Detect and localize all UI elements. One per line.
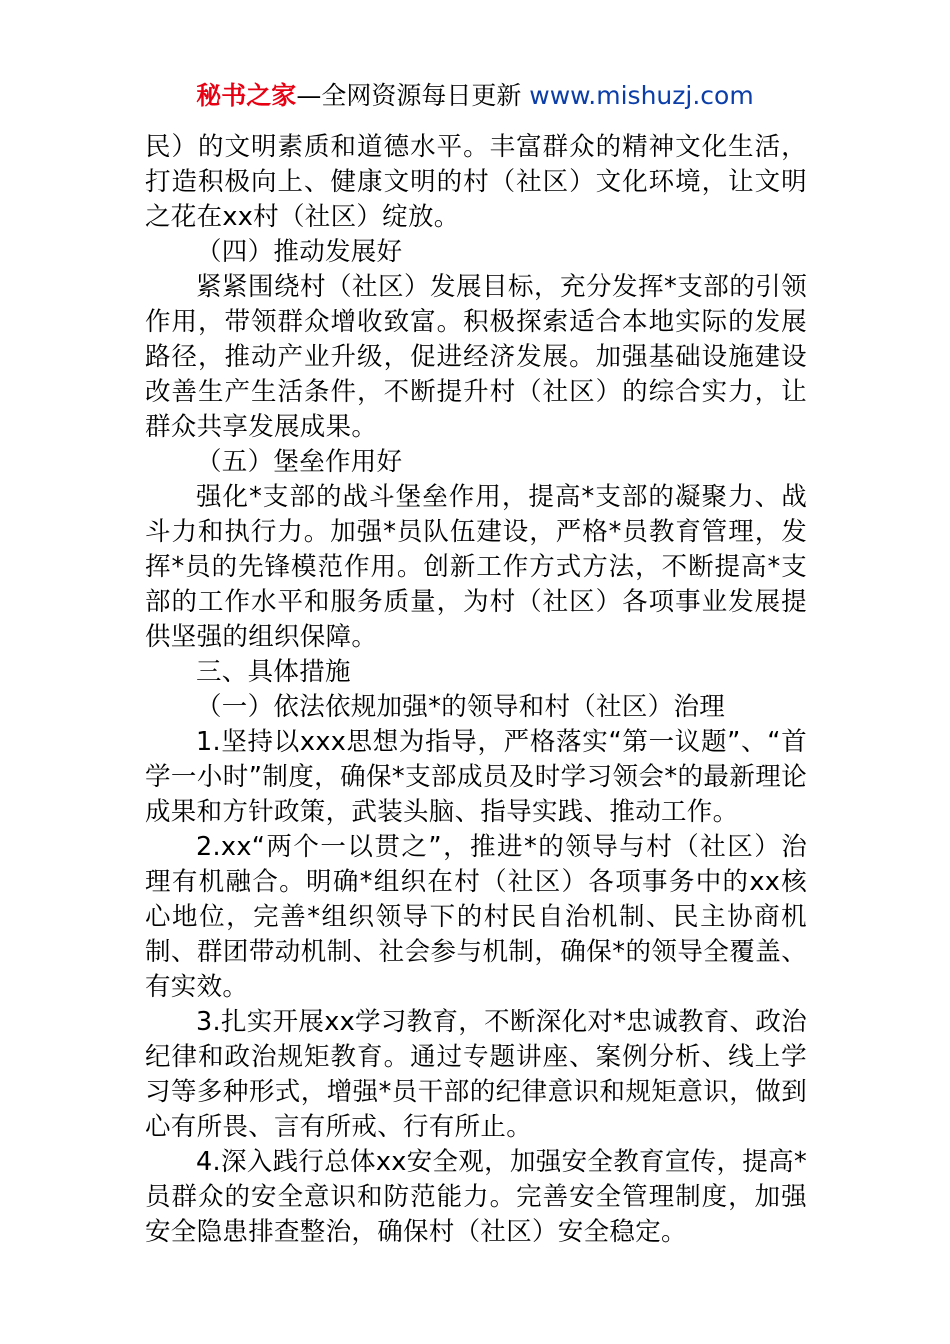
site-brand: 秘书之家 — [196, 81, 297, 110]
site-url-link[interactable]: www.mishuzj.com — [529, 81, 754, 110]
site-tagline: —全网资源每日更新 — [296, 81, 530, 110]
list-item-3: 3.扎实开展xx学习教育，不断深化对*忠诚教育、政治纪律和政治规矩教育。通过专题讲座、案例分析、线上学习等多种形式，增强*员干部的纪律意识和规矩意识，做到心有所畏、言有所戒、行有所止。 — [145, 1007, 807, 1142]
chapter-heading-3: 三、具体措施 — [196, 657, 351, 687]
list-item-1: 1.坚持以xxx思想为指导，严格落实“第一议题”、“首学一小时”制度，确保*支部成员及时学习领会*的最新理论成果和方针政策，武装头脑、指导实践、推动工作。 — [145, 727, 807, 827]
paragraph-fortress: 强化*支部的战斗堡垒作用，提高*支部的凝聚力、战斗力和执行力。加强*员队伍建设，严格*员教育管理，发挥*员的先锋模范作用。创新工作方式方法，不断提高*支部的工作水平和服务质量，为村（社区）各项事业发展提供坚强的组织保障。 — [145, 482, 807, 652]
section-heading-5: （五）堡垒作用好 — [196, 447, 403, 477]
list-item-2: 2.xx“两个一以贯之”，推进*的领导与村（社区）治理有机融合。明确*组织在村（社区）各项事务中的xx核心地位，完善*组织领导下的村民自治机制、民主协商机制、群团带动机制、社会参与机制，确保*的领导全覆盖、有实效。 — [145, 832, 807, 1002]
site-header — [0, 78, 950, 114]
list-item-4: 4.深入践行总体xx安全观，加强安全教育宣传，提高*员群众的安全意识和防范能力。完善安全管理制度，加强安全隐患排查整治，确保村（社区）安全稳定。 — [145, 1147, 807, 1247]
paragraph-development: 紧紧围绕村（社区）发展目标，充分发挥*支部的引领作用，带领群众增收致富。积极探索适合本地实际的发展路径，推动产业升级，促进经济发展。加强基础设施建设改善生产生活条件，不断提升村（社区）的综合实力，让群众共享发展成果。 — [145, 272, 807, 442]
document-body — [145, 130, 807, 1250]
paragraph-continuation: 民）的文明素质和道德水平。丰富群众的精神文化生活，打造积极向上、健康文明的村（社区）文化环境，让文明之花在xx村（社区）绽放。 — [145, 132, 807, 232]
section-heading-4: （四）推动发展好 — [196, 237, 403, 267]
section-heading-1: （一）依法依规加强*的领导和村（社区）治理 — [196, 692, 726, 722]
